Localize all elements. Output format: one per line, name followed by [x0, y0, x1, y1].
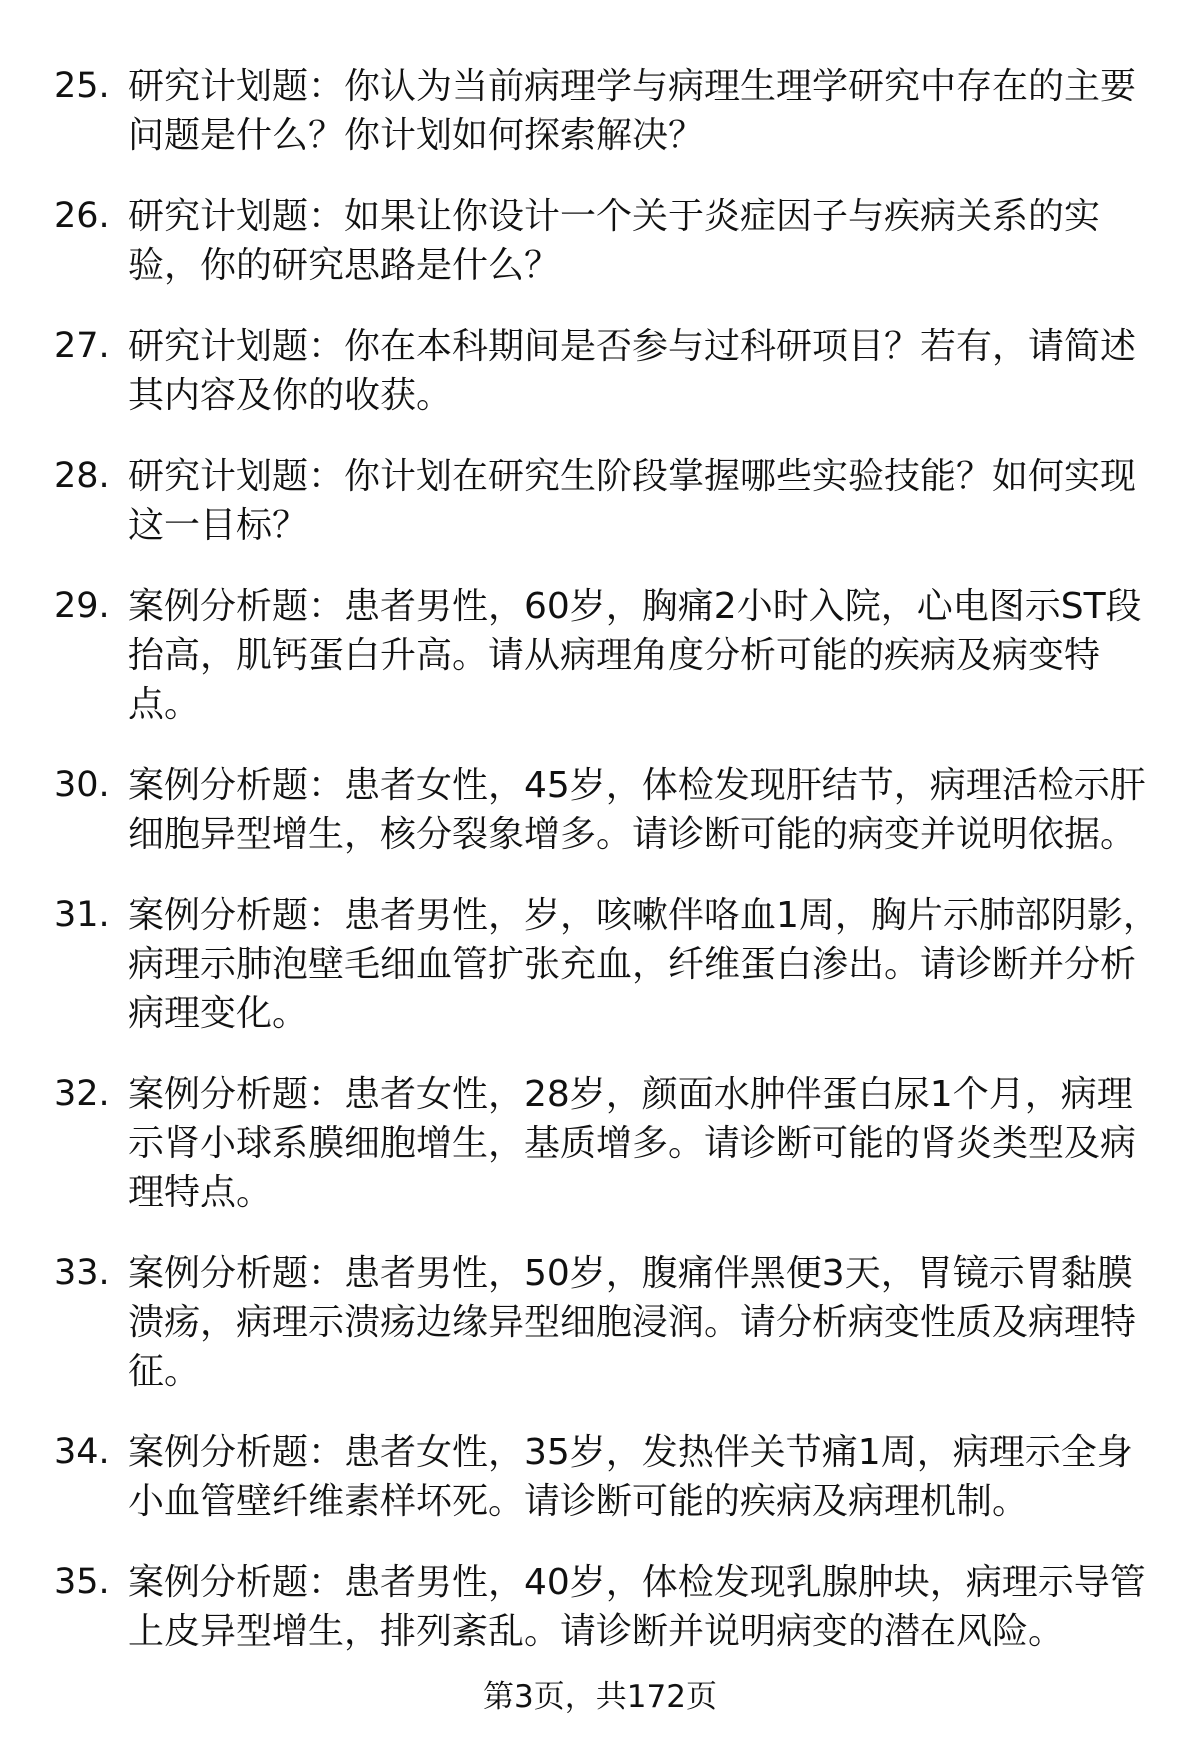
question-text-line: 溃疡，病理示溃疡边缘异型细胞浸润。请分析病变性质及病理特: [128, 1302, 1137, 1343]
question-number: 30.: [54, 765, 110, 805]
question-number: 33.: [54, 1253, 110, 1293]
question-text-line: 研究计划题：你计划在研究生阶段掌握哪些实验技能？如何实现: [128, 456, 1137, 497]
question-text-line: 点。: [128, 684, 201, 725]
question-text-line: 研究计划题：如果让你设计一个关于炎症因子与疾病关系的实: [128, 196, 1101, 237]
question-item: [0, 62, 1200, 160]
question-item: [0, 1428, 1200, 1526]
question-text-line: 病理示肺泡壁毛细血管扩张充血，纤维蛋白渗出。请诊断并分析: [128, 944, 1137, 985]
question-number: 25.: [54, 66, 110, 106]
question-text-line: 这一目标？: [128, 505, 309, 546]
question-text: [128, 1428, 1158, 1526]
question-text: [128, 1070, 1158, 1217]
question-text-line: 案例分析题：患者男性，60岁，胸痛2小时入院，心电图示ST段: [128, 586, 1142, 627]
question-number: 29.: [54, 586, 110, 626]
question-text: [128, 1249, 1158, 1396]
question-item: [0, 891, 1200, 1038]
question-text: [128, 582, 1158, 729]
question-item: [0, 1070, 1200, 1217]
question-text-line: 验，你的研究思路是什么？: [128, 245, 561, 286]
question-text-line: 案例分析题：患者男性，岁，咳嗽伴咯血1周，胸片示肺部阴影，: [128, 895, 1159, 936]
question-text-line: 示肾小球系膜细胞增生，基质增多。请诊断可能的肾炎类型及病: [128, 1123, 1137, 1164]
question-text: [128, 761, 1158, 859]
question-text: [128, 62, 1158, 160]
question-number: 32.: [54, 1074, 110, 1114]
question-item: [0, 1558, 1200, 1656]
question-text: [128, 1558, 1158, 1656]
question-text-line: 上皮异型增生，排列紊乱。请诊断并说明病变的潜在风险。: [128, 1611, 1065, 1652]
question-text-line: 案例分析题：患者女性，35岁，发热伴关节痛1周，病理示全身: [128, 1432, 1133, 1473]
question-text-line: 征。: [128, 1351, 201, 1392]
question-number: 34.: [54, 1432, 110, 1472]
question-text-line: 研究计划题：你认为当前病理学与病理生理学研究中存在的主要: [128, 66, 1137, 107]
question-item: [0, 322, 1200, 420]
question-number: 26.: [54, 196, 110, 236]
question-text-line: 案例分析题：患者男性，50岁，腹痛伴黑便3天，胃镜示胃黏膜: [128, 1253, 1133, 1294]
question-text-line: 其内容及你的收获。: [128, 375, 453, 416]
question-item: [0, 761, 1200, 859]
question-text-line: 抬高，肌钙蛋白升高。请从病理角度分析可能的疾病及病变特: [128, 635, 1101, 676]
question-text-line: 案例分析题：患者女性，45岁，体检发现肝结节，病理活检示肝: [128, 765, 1146, 806]
question-text-line: 病理变化。: [128, 993, 309, 1034]
question-text-line: 细胞异型增生，核分裂象增多。请诊断可能的病变并说明依据。: [128, 814, 1137, 855]
question-text-line: 研究计划题：你在本科期间是否参与过科研项目？若有，请简述: [128, 326, 1137, 367]
question-text: [128, 452, 1158, 550]
question-text-line: 理特点。: [128, 1172, 273, 1213]
question-item: [0, 192, 1200, 290]
question-number: 31.: [54, 895, 110, 935]
question-number: 35.: [54, 1562, 110, 1602]
question-text: [128, 891, 1158, 1038]
question-text-line: 案例分析题：患者女性，28岁，颜面水肿伴蛋白尿1个月，病理: [128, 1074, 1133, 1115]
question-text: [128, 322, 1158, 420]
question-item: [0, 452, 1200, 550]
question-text-line: 小血管壁纤维素样坏死。请诊断可能的疾病及病理机制。: [128, 1481, 1029, 1522]
question-text-line: 问题是什么？你计划如何探索解决？: [128, 115, 705, 156]
question-text-line: 案例分析题：患者男性，40岁，体检发现乳腺肿块，病理示导管: [128, 1562, 1146, 1603]
question-number: 28.: [54, 456, 110, 496]
page-footer: 第3页，共172页: [483, 1679, 717, 1715]
question-list: [0, 62, 1200, 1688]
question-item: [0, 1249, 1200, 1396]
question-number: 27.: [54, 326, 110, 366]
question-item: [0, 582, 1200, 729]
question-text: [128, 192, 1158, 290]
